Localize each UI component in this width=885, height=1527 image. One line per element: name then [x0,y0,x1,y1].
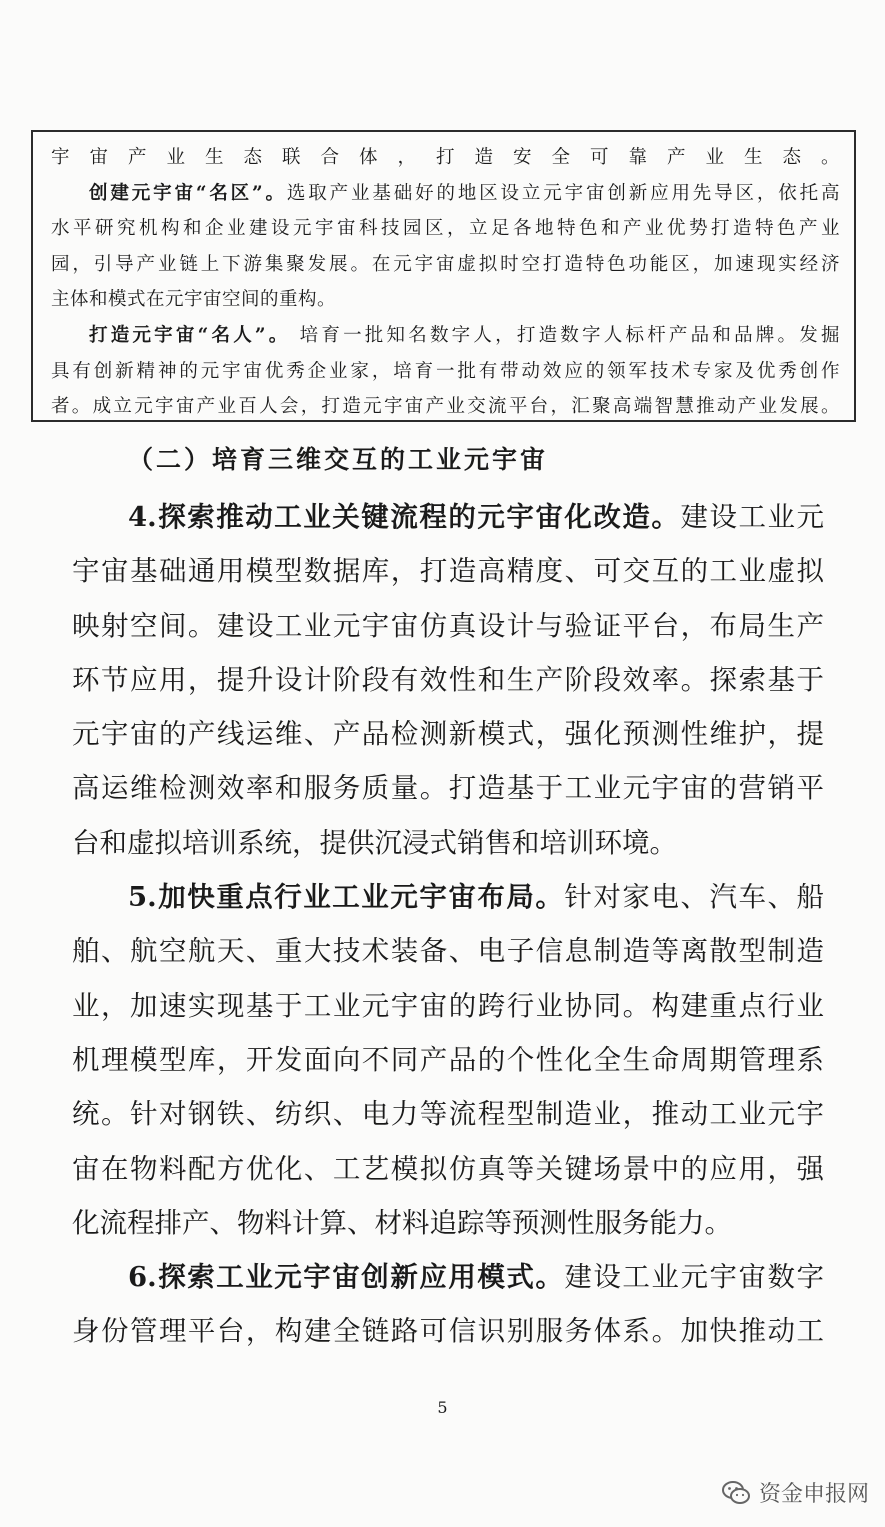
body-line: 映射空间。建设工业元宇宙仿真设计与验证平台，布局生产 [72,609,824,642]
section-4-first-line [72,490,824,544]
box-line: 具有创新精神的元宇宙优秀企业家，培育一批有带动效应的领军技术专家及优秀创作 [51,360,840,382]
section-5-title: 5.加快重点行业工业元宇宙布局。 [128,881,565,914]
section-heading: （二）培育三维交互的工业元宇宙 [128,445,549,474]
body-line: 针对家电、汽车、船 [564,881,824,914]
body-line: 元宇宙的产线运维、产品检测新模式，强化预测性维护，提 [72,718,824,751]
watermark [721,1477,869,1508]
body-line: 宙在物料配方优化、工艺模拟仿真等关键场景中的应用，强 [72,1152,824,1185]
body-line: 建设工业元宇宙数字 [564,1261,824,1294]
box-paragraph-1-title: 创建元宇宙“名区”。 [89,182,287,204]
box-paragraph-1 [51,176,840,212]
section-5-first-line [72,870,824,924]
box-paragraph-2 [51,318,840,354]
box-line: 宇宙产业生态联合体，打造安全可靠产业生态。 [51,147,840,168]
body-line: 身份管理平台，构建全链路可信识别服务体系。加快推动工 [72,1315,824,1348]
wechat-icon [721,1480,751,1506]
body-line: 台和虚拟培训系统，提供沉浸式销售和培训环境。 [72,826,677,859]
box-line: 选取产业基础好的地区设立元宇宙创新应用先导区，依托高 [286,182,840,204]
box-line: 园，引导产业链上下游集聚发展。在元宇宙虚拟时空打造特色功能区，加速现实经济 [51,253,840,275]
body-line: 化流程排产、物料计算、材料追踪等预测性服务能力。 [72,1206,732,1239]
watermark-text: 资金申报网 [758,1482,869,1507]
box-line: 水平研究机构和企业建设元宇宙科技园区，立足各地特色和产业优势打造特色产业 [51,218,840,240]
page-number: 5 [437,1398,448,1417]
body-line: 统。针对钢铁、纺织、电力等流程型制造业，推动工业元宇 [72,1098,824,1131]
section-6-title: 6.探索工业元宇宙创新应用模式。 [128,1261,565,1294]
body-line: 宇宙基础通用模型数据库，打造高精度、可交互的工业虚拟 [72,555,824,588]
body-text [72,490,824,1359]
body-line: 舶、航空航天、重大技术装备、电子信息制造等离散型制造 [72,935,824,968]
section-4-title: 4.探索推动工业关键流程的元宇宙化改造。 [128,501,681,533]
box-line: 培育一批知名数字人，打造数字人标杆产品和品牌。发掘 [290,324,840,346]
body-line: 环节应用，提升设计阶段有效性和生产阶段效率。探索基于 [72,663,824,696]
boxed-excerpt [31,130,856,422]
body-line: 建设工业元 [680,501,825,533]
box-line: 者。成立元宇宙产业百人会，打造元宇宙产业交流平台，汇聚高端智慧推动产业发展。 [51,396,840,418]
box-paragraph-2-title: 打造元宇宙“名人”。 [89,324,291,346]
section-6-first-line [72,1250,824,1304]
body-line: 业，加速实现基于工业元宇宙的跨行业协同。构建重点行业 [72,989,824,1022]
body-line: 机理模型库，开发面向不同产品的个性化全生命周期管理系 [72,1043,824,1076]
box-line: 主体和模式在元宇宙空间的重构。 [51,289,337,311]
body-line: 高运维检测效率和服务质量。打造基于工业元宇宙的营销平 [72,772,824,805]
